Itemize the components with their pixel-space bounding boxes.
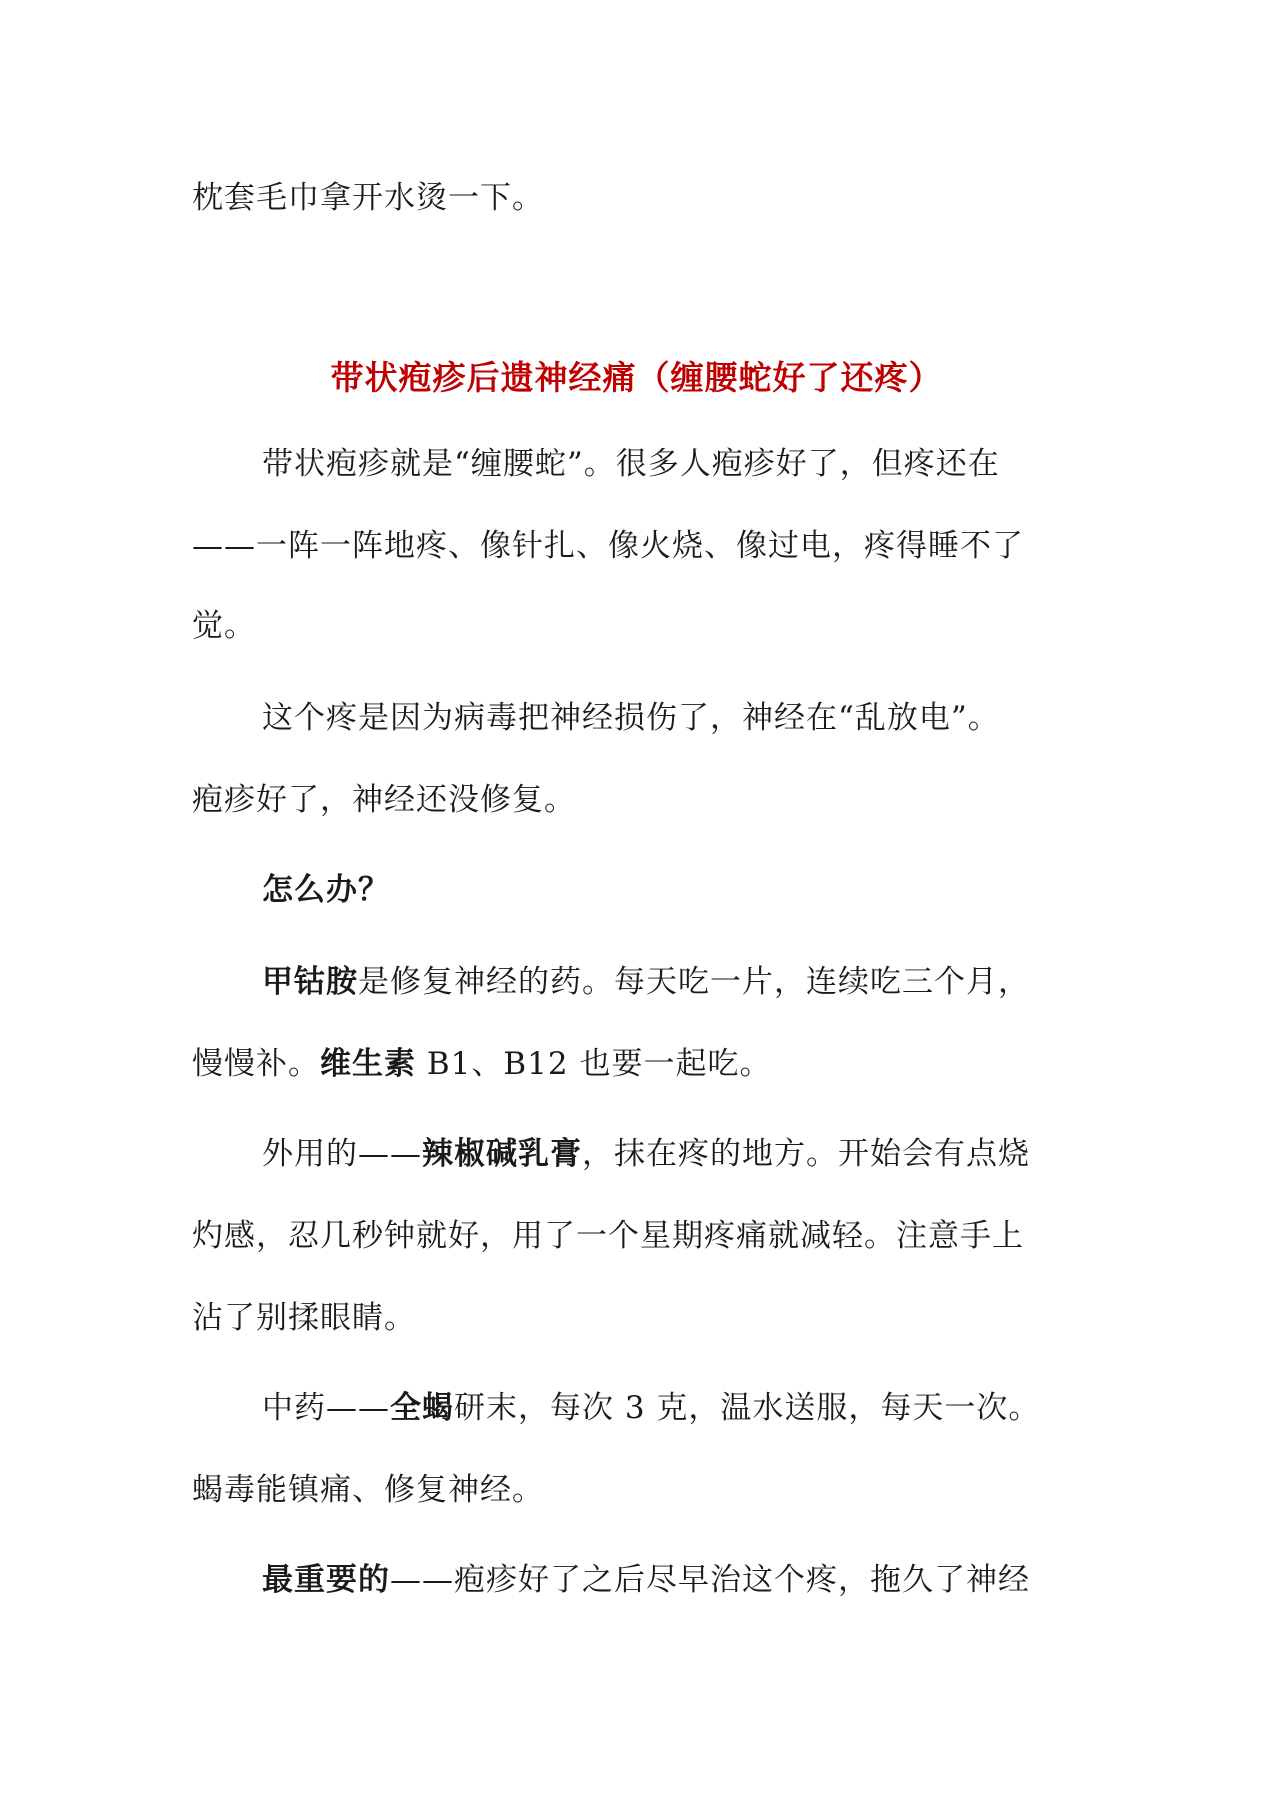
paragraph-4-line-1 [262, 962, 1030, 1002]
paragraph-4-line-2-start: 慢慢补。 [192, 1046, 320, 1082]
paragraph-1-line-1: 带状疱疹就是“缠腰蛇”。很多人疱疹好了，但疼还在 [262, 446, 1000, 482]
capsaicin-cream-bold: 辣椒碱乳膏 [422, 1136, 582, 1172]
paragraph-6-line-1-text: 研末，每次 3 克，温水送服，每天一次。 [454, 1390, 1041, 1426]
paragraph-5-line-1-start: 外用的—— [262, 1136, 422, 1172]
paragraph-1-line-3: 觉。 [192, 608, 256, 644]
paragraph-3 [262, 870, 390, 910]
section-heading: 带状疱疹后遗神经痛（缠腰蛇好了还疼） [330, 358, 943, 397]
vitamin-bold: 维生素 [320, 1046, 416, 1082]
paragraph-6-line-2: 蝎毒能镇痛、修复神经。 [192, 1472, 544, 1508]
paragraph-7-line-1 [262, 1560, 1030, 1600]
question-bold: 怎么办？ [262, 872, 390, 908]
drug-name-mecobalamin: 甲钴胺 [262, 964, 358, 1000]
paragraph-4-line-1-text: 是修复神经的药。每天吃一片，连续吃三个月， [358, 964, 1030, 1000]
paragraph-5-line-2: 灼感，忍几秒钟就好，用了一个星期疼痛就减轻。注意手上 [192, 1218, 1024, 1254]
paragraph-2-line-2: 疱疹好了，神经还没修复。 [192, 782, 576, 818]
paragraph-4-line-2 [192, 1044, 771, 1084]
most-important-bold: 最重要的 [262, 1562, 390, 1598]
paragraph-4-line-2-text: B1、B12 也要一起吃。 [416, 1046, 772, 1082]
paragraph-5-line-1 [262, 1134, 1030, 1174]
paragraph-6-line-1-start: 中药—— [262, 1390, 390, 1426]
paragraph-7-line-1-text: ——疱疹好了之后尽早治这个疼，拖久了神经 [390, 1562, 1030, 1598]
paragraph-1-line-2: ——一阵一阵地疼、像针扎、像火烧、像过电，疼得睡不了 [192, 528, 1024, 564]
paragraph-5-line-1-text: ，抹在疼的地方。开始会有点烧 [582, 1136, 1030, 1172]
paragraph-6-line-1 [262, 1388, 1040, 1428]
scorpion-bold: 全蝎 [390, 1390, 454, 1426]
previous-paragraph-tail: 枕套毛巾拿开水烫一下。 [192, 180, 544, 216]
paragraph-2-line-1: 这个疼是因为病毒把神经损伤了，神经在“乱放电”。 [262, 700, 1000, 736]
paragraph-5-line-3: 沾了别揉眼睛。 [192, 1300, 416, 1336]
